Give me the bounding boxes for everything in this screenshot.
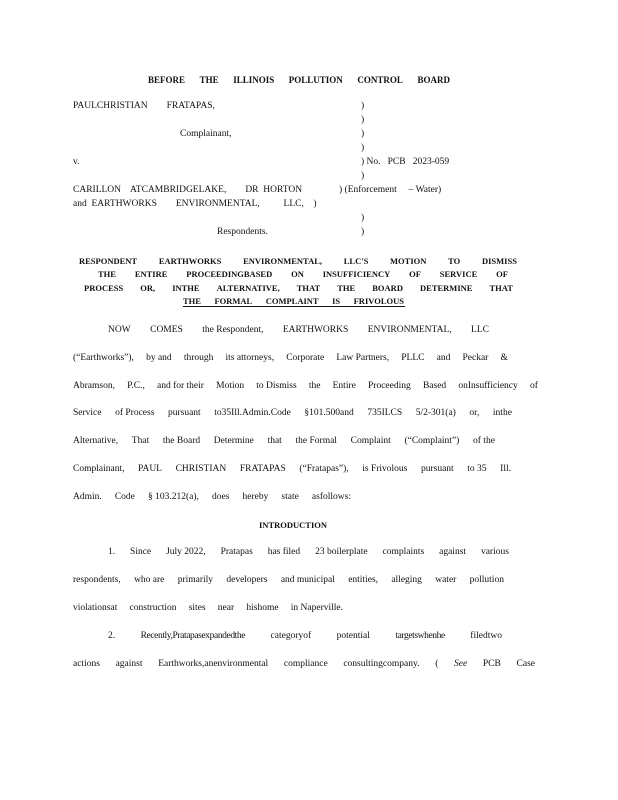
respondents-role: Respondents. xyxy=(217,227,268,237)
word: 5/2-301(a) xyxy=(415,408,456,418)
word: Ill. xyxy=(500,464,511,474)
title-word: COMPLAINT xyxy=(265,296,319,306)
word: hereby xyxy=(242,492,269,502)
word: of the xyxy=(473,436,495,446)
word: is Frivolous xyxy=(362,464,408,474)
word: P.C., xyxy=(127,381,145,391)
word: in Naperville. xyxy=(290,603,343,613)
word: 23 boilerplate xyxy=(315,547,368,557)
word: and municipal xyxy=(280,575,335,585)
title-word: EARTHWORKS xyxy=(158,256,222,266)
title-word: OF xyxy=(409,269,421,279)
caption-paren: ) xyxy=(361,171,365,181)
word: pursuant xyxy=(167,408,201,418)
word: (“Earthworks”), xyxy=(73,353,134,363)
word: sites xyxy=(188,603,206,613)
word: asfollows: xyxy=(311,492,351,502)
p1-line5 xyxy=(73,436,495,446)
p1-line3 xyxy=(73,381,538,391)
title-word: FORMAL xyxy=(214,296,253,306)
word: Peckar xyxy=(462,353,489,363)
word: 2. xyxy=(108,631,116,641)
word: and for their xyxy=(157,381,204,391)
caption-paren: ) xyxy=(361,213,365,223)
word: (“Complaint”) xyxy=(404,436,460,446)
word: against xyxy=(115,659,143,669)
word: Pratapas xyxy=(220,547,253,557)
word: FRATAPAS xyxy=(239,464,286,474)
word: Motion xyxy=(216,381,245,391)
header-word: BOARD xyxy=(417,75,450,85)
word: 735ILCS xyxy=(367,408,403,418)
word: PCB xyxy=(482,659,501,669)
word: of Process xyxy=(115,408,155,418)
word: ENVIRONMENTAL, xyxy=(367,325,452,335)
word: water xyxy=(435,575,457,585)
word: developers xyxy=(226,575,268,585)
title-word: ENVIRONMENTAL, xyxy=(243,256,323,266)
word: See xyxy=(454,659,468,669)
title-word: FRIVOLOUS xyxy=(353,296,404,306)
word: Entire xyxy=(332,381,356,391)
header-word: POLLUTION xyxy=(288,75,343,85)
title-word: INTHE xyxy=(172,283,200,293)
motion-title-line2 xyxy=(98,269,508,279)
title-word: PROCESS xyxy=(84,283,124,293)
word: has filed xyxy=(267,547,301,557)
word: ( xyxy=(435,659,439,669)
caption-paren: ) xyxy=(361,101,365,111)
p1-line7 xyxy=(73,492,351,502)
word: Abramson, xyxy=(73,381,115,391)
word: CHRISTIAN xyxy=(175,464,227,474)
word: of xyxy=(529,381,538,391)
word: Code xyxy=(114,492,135,502)
word: Proceeding xyxy=(368,381,411,391)
word: Complaint xyxy=(350,436,391,446)
word: filedtwo xyxy=(470,631,502,641)
word: Determine xyxy=(213,436,254,446)
header-word: THE xyxy=(199,75,219,85)
word: primarily xyxy=(177,575,214,585)
word: hishome xyxy=(246,603,279,613)
word: and xyxy=(436,353,451,363)
word: potential xyxy=(336,631,370,641)
word: or, xyxy=(469,408,480,418)
word: That xyxy=(131,436,150,446)
word: the Board xyxy=(162,436,201,446)
word: through xyxy=(183,353,214,363)
word: various xyxy=(480,547,509,557)
word: Corporate xyxy=(286,353,325,363)
word: construction xyxy=(129,603,177,613)
word: pursuant xyxy=(420,464,454,474)
title-word: THE xyxy=(98,269,116,279)
header-word: ILLINOIS xyxy=(233,75,275,85)
title-word: THE xyxy=(183,296,201,306)
word: to 35 xyxy=(467,464,487,474)
title-word: RESPONDENT xyxy=(79,256,138,266)
word: against xyxy=(439,547,467,557)
word: alleging xyxy=(391,575,422,585)
title-word: PROCEEDINGBASED xyxy=(186,269,273,279)
word: Recently,Pratapasexpandedthe xyxy=(140,631,246,641)
word: Law Partners, xyxy=(336,353,390,363)
title-word: ALTERNATIVE, xyxy=(216,283,280,293)
enforcement-type: ) (Enforcement – Water) xyxy=(339,185,442,195)
versus: v. xyxy=(73,157,80,167)
word: Earthworks,anenvironmental xyxy=(158,659,269,669)
title-word: LLC'S xyxy=(343,256,369,266)
case-number: ) No. PCB 2023-059 xyxy=(361,157,450,167)
p1-line4 xyxy=(73,408,512,418)
word: § 103.212(a), xyxy=(147,492,199,502)
defendants-line2: and EARTHWORKS ENVIRONMENTAL, LLC, ) xyxy=(73,199,317,209)
p3-line1 xyxy=(108,631,502,641)
p2-line3 xyxy=(73,603,343,613)
motion-title-line4 xyxy=(183,296,404,306)
p3-line2 xyxy=(73,659,535,669)
p2-line1 xyxy=(108,547,509,557)
word: categoryof xyxy=(270,631,312,641)
word: PLLC xyxy=(401,353,425,363)
p1-line6 xyxy=(73,464,511,474)
word: state xyxy=(281,492,299,502)
word: PAUL xyxy=(138,464,162,474)
word: July 2022, xyxy=(166,547,206,557)
word: Complainant, xyxy=(73,464,125,474)
complainant-name: PAULCHRISTIAN FRATAPAS, xyxy=(73,101,215,111)
word: its attorneys, xyxy=(225,353,275,363)
word: the xyxy=(308,381,321,391)
title-word: ENTIRE xyxy=(134,269,168,279)
word: Since xyxy=(130,547,152,557)
header-word: BEFORE xyxy=(148,75,186,85)
title-word: DETERMINE xyxy=(420,283,473,293)
motion-title-line3 xyxy=(84,283,513,293)
word: complaints xyxy=(382,547,425,557)
word: & xyxy=(500,353,508,363)
word: actions xyxy=(73,659,100,669)
board-header xyxy=(148,75,450,85)
word: EARTHWORKS xyxy=(282,325,349,335)
word: the Respondent, xyxy=(202,325,264,335)
p2-line2 xyxy=(73,575,504,585)
title-word: DISMISS xyxy=(481,256,517,266)
title-word: BOARD xyxy=(372,283,403,293)
word: entities, xyxy=(348,575,379,585)
word: compliance xyxy=(283,659,328,669)
word: consultingcompany. xyxy=(343,659,420,669)
word: does xyxy=(211,492,230,502)
title-word: TO xyxy=(448,256,461,266)
word: NOW xyxy=(108,325,131,335)
word: onInsufficiency xyxy=(458,381,518,391)
word: (“Fratapas”), xyxy=(299,464,349,474)
word: that xyxy=(267,436,282,446)
word: violationsat xyxy=(73,603,118,613)
title-word: SERVICE xyxy=(439,269,478,279)
word: who are xyxy=(134,575,165,585)
word: Admin. xyxy=(73,492,102,502)
word: the Formal xyxy=(295,436,337,446)
word: to35Ill.Admin.Code xyxy=(214,408,291,418)
section-heading: INTRODUCTION xyxy=(259,520,328,530)
word: near xyxy=(217,603,235,613)
caption-paren: ) xyxy=(361,227,365,237)
word: Service xyxy=(73,408,102,418)
complainant-role: Complainant, xyxy=(180,129,232,139)
caption-paren: ) xyxy=(361,115,365,125)
title-word: THAT xyxy=(296,283,321,293)
word: to Dismiss xyxy=(256,381,297,391)
header-word: CONTROL xyxy=(357,75,403,85)
caption-paren: ) xyxy=(361,129,365,139)
word: respondents, xyxy=(73,575,121,585)
title-word: IS xyxy=(332,296,341,306)
title-word: OF xyxy=(496,269,508,279)
word: targetswhenhe xyxy=(395,631,445,641)
word: pollution xyxy=(469,575,504,585)
word: 1. xyxy=(108,547,116,557)
p1-line2 xyxy=(73,353,508,363)
title-word: OR, xyxy=(140,283,156,293)
p1-line1 xyxy=(108,325,489,335)
defendants-line1: CARILLON ATCAMBRIDGELAKE, DR HORTON xyxy=(73,185,303,195)
title-word: ON xyxy=(291,269,304,279)
caption-paren: ) xyxy=(361,143,365,153)
title-word: INSUFFICIENCY xyxy=(322,269,391,279)
title-word: THE xyxy=(337,283,356,293)
word: Alternative, xyxy=(73,436,119,446)
word: COMES xyxy=(150,325,183,335)
motion-title-line1 xyxy=(79,256,517,266)
word: LLC xyxy=(471,325,489,335)
title-underline xyxy=(183,306,405,307)
word: Based xyxy=(422,381,447,391)
word: by and xyxy=(146,353,172,363)
title-word: THAT xyxy=(489,283,513,293)
word: Case xyxy=(516,659,535,669)
title-word: MOTION xyxy=(390,256,427,266)
word: inthe xyxy=(492,408,512,418)
word: §101.500and xyxy=(304,408,354,418)
